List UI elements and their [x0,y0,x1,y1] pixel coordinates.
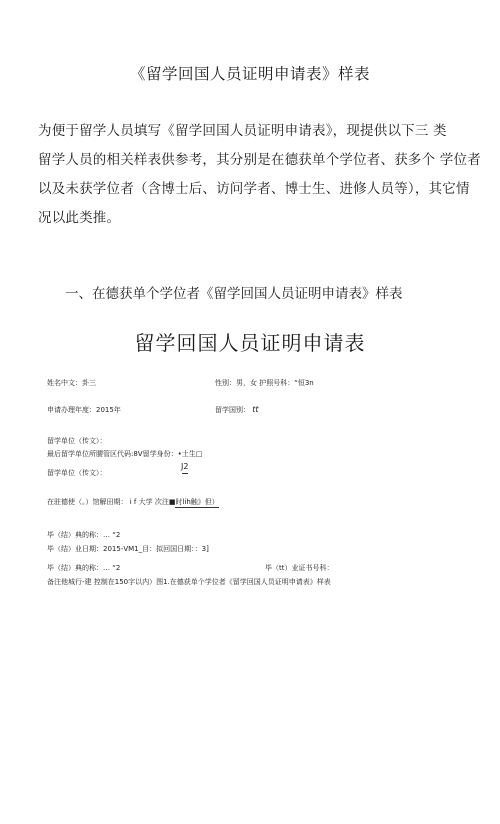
form-title: 留学回国人员证明申请表 [134,331,366,355]
intro-line-2: 留学人员的相关样表供参考，其分别是在德获单个学位者、获多个 学位者 [38,152,481,168]
last-unit-code-field: 最后留学单位所腰管区代码:8V留学身份：•土生□ [47,450,203,458]
study-unit-2: 留学单位（传文）： [47,469,107,477]
name-field: 姓名中文：卦三 [47,379,96,387]
dash-mark [182,473,188,474]
document-title: 《留学回国人员证明申请表》样表 [129,65,370,83]
cert-no-field: 毕（tt）业证书号科： [265,564,334,572]
study-country-label: 留学国别： [215,406,250,414]
intro-line-1: 为便于留学人员填写《留学回国人员证明申请表》，现提供以下三 类 [38,123,447,139]
embassy-line-underlined: 时lih触》但） [175,498,219,506]
embassy-line-mid: i f 大学 次注■ [129,498,176,506]
intro-line-4: 况以此类推。 [38,210,121,226]
section-heading: 一、在德获单个学位者《留学回国人员证明申请表》样表 [65,286,403,302]
embassy-line-prefix: 在驻德使（。）馆解田期： [47,498,128,506]
intro-line-3: 以及未获学位者（含博士后、访问学者、博士生、进修人员等），其它情 [38,181,470,197]
j2-mark: J2 [181,462,189,471]
study-country-value: tt [252,405,259,414]
grad-school-2: 毕（结）典的称：… “2 [47,564,121,572]
notes-line: 备注他城行-建 控制在150字以内）图1.在德获单个学位者《留学回国人员证明申请表》样表 [47,578,331,586]
apply-year-field: 申请办理年度：2015年 [47,406,121,414]
study-country-field [215,405,259,415]
grad-school-1: 毕（结）典的称：… “2 [47,531,121,539]
embassy-line [47,497,219,507]
study-unit-1: 留学单位（传文）： [47,437,107,445]
grad-date-field: 毕（结）业日期：2015-VM1_目：拟回国日期：：3] [47,545,209,553]
gender-passport-field: 性别：男，女 护照号科：“恒3n [215,379,314,387]
